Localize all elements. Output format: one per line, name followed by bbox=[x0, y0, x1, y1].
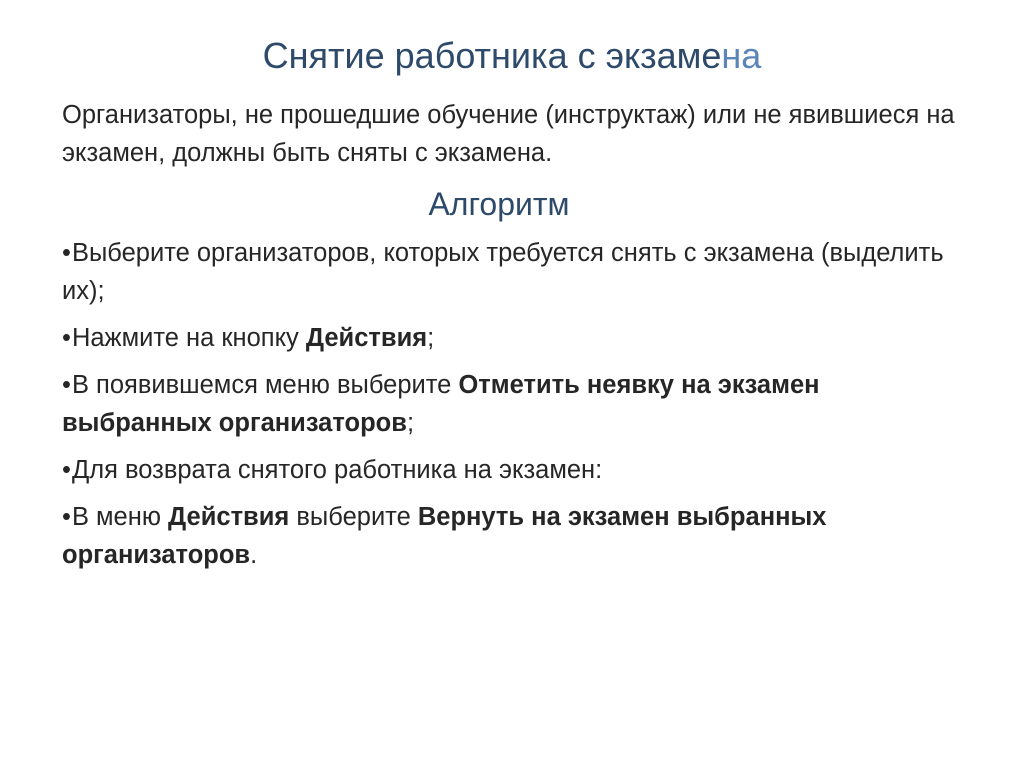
bullet-text: Нажмите на кнопку bbox=[71, 324, 306, 352]
bullet-item-select-organizers bbox=[62, 234, 972, 310]
bullet-text: ; bbox=[406, 409, 415, 437]
bullet-bold-text: Вернуть на экзамен выбранных организаторов bbox=[62, 503, 827, 569]
bullet-item-return-intro bbox=[62, 451, 972, 489]
bullet-text: выберите bbox=[289, 503, 418, 531]
slide-title-tail: на bbox=[721, 35, 762, 76]
bullet-text: Для возврата снятого работника на экзамен: bbox=[71, 456, 603, 484]
bullet-bold-text: Действия bbox=[168, 503, 290, 531]
bullet-text: В появившемся меню выберите bbox=[71, 371, 459, 399]
slide-title bbox=[0, 32, 1024, 80]
bullet-text: В меню bbox=[71, 503, 169, 531]
bullet-marker: • bbox=[62, 324, 71, 352]
bullet-text: . bbox=[250, 541, 258, 569]
bullet-bold-text: Действия bbox=[305, 324, 428, 352]
slide-title-main: Снятие работника с экзаме bbox=[262, 35, 722, 76]
bullet-marker: • bbox=[62, 456, 71, 484]
bullet-item-mark-absence bbox=[62, 366, 972, 442]
bullet-text: ; bbox=[427, 324, 435, 352]
bullet-item-return-to-exam bbox=[62, 498, 972, 574]
bullet-marker: • bbox=[62, 503, 71, 531]
intro-paragraph: Организаторы, не прошедшие обучение (инструктаж) или не явившиеся на экзамен, должны быть сняты с экзамена. bbox=[62, 101, 955, 167]
bullet-marker: • bbox=[62, 239, 71, 267]
bullet-text: Выберите организаторов, которых требуется снять с экзамена (выделить их); bbox=[62, 239, 944, 305]
bullet-item-click-actions bbox=[62, 319, 972, 357]
slide-body bbox=[62, 96, 972, 583]
bullet-bold-text: Отметить неявку на экзамен выбранных организаторов bbox=[62, 371, 820, 437]
bullet-marker: • bbox=[62, 371, 71, 399]
algorithm-heading: Алгоритм bbox=[428, 186, 570, 222]
